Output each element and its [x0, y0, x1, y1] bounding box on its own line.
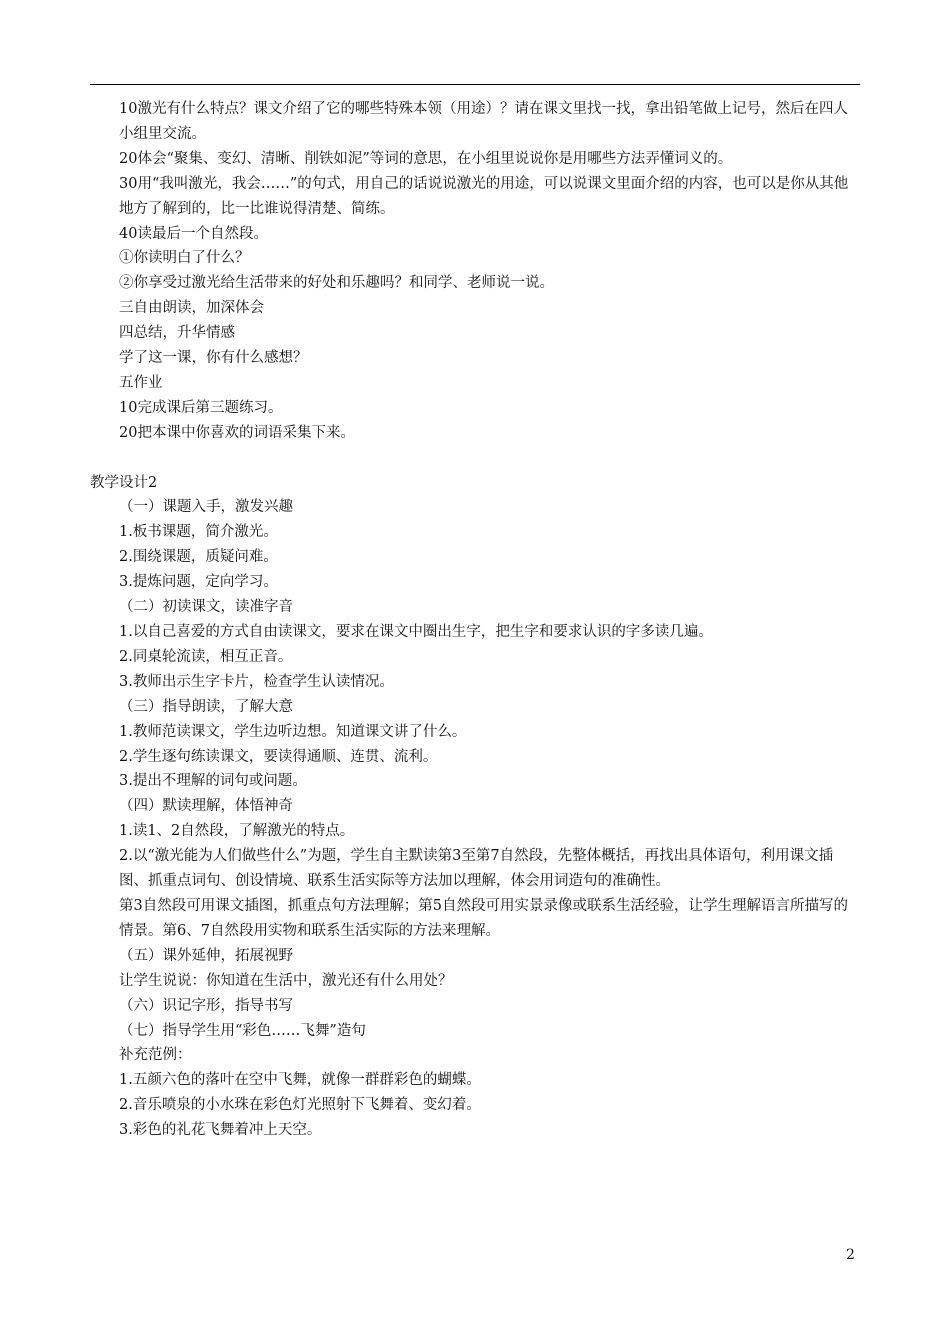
list-item: 1.以自己喜爱的方式自由读课文，要求在课文中圈出生字，把生字和要求认识的字多读几遍。: [119, 624, 713, 641]
paragraph: ②你享受过激光给生活带来的好处和乐趣吗？和同学、老师说一说。: [119, 275, 554, 292]
list-item: 1.板书课题，简介激光。: [119, 524, 278, 541]
paragraph: 第3自然段可用课文插图，抓重点句方法理解；第5自然段可用实景录像或联系生活经验，让学生理解语言所描写的情景。第6、7自然段用实物和联系生活实际的方法来理解。: [119, 897, 848, 939]
section-heading: 五作业: [119, 374, 163, 391]
list-item: 3.提出不理解的词句或问题。: [119, 773, 307, 790]
list-item: 3.彩色的礼花飞舞着冲上天空。: [119, 1122, 322, 1139]
list-item: 2.学生逐句练读课文，要读得通顺、连贯、流利。: [119, 748, 438, 765]
section-heading: （二）初读课文，读准字音: [119, 599, 293, 616]
section-heading: （四）默读理解，体悟神奇: [119, 798, 293, 815]
section-heading: （七）指导学生用“彩色……飞舞”造句: [119, 1022, 366, 1039]
blank-line: [90, 446, 860, 471]
list-item: 3.教师出示生字卡片，检查学生认读情况。: [119, 673, 394, 690]
list-item: 2.同桌轮流读，相互正音。: [119, 648, 293, 665]
list-item: 2.音乐喷泉的小水珠在彩色灯光照射下飞舞着、变幻着。: [119, 1097, 481, 1114]
list-item: 1.五颜六色的落叶在空中飞舞，就像一群群彩色的蝴蝶。: [119, 1072, 481, 1089]
paragraph: ①你读明白了什么？: [119, 250, 250, 267]
paragraph: 20把本课中你喜欢的词语采集下来。: [119, 424, 355, 441]
paragraph: 30用“我叫激光，我会……”的句式，用自己的话说说激光的用途，可以说课文里面介绍的内容，也可以是你从其他地方了解到的，比一比谁说得清楚、简练。: [119, 175, 849, 217]
section-heading: （三）指导朗读，了解大意: [119, 698, 293, 715]
section-heading: 四总结，升华情感: [119, 325, 235, 342]
document-body: [90, 97, 860, 1143]
paragraph: 让学生说说：你知道在生活中，激光还有什么用处？: [119, 972, 453, 989]
list-item: 3.提炼问题，定向学习。: [119, 574, 278, 591]
list-item: 1.读1、2自然段，了解激光的特点。: [119, 823, 355, 840]
page-number: 2: [846, 1247, 855, 1263]
design-title: 教学设计2: [90, 474, 158, 491]
section-heading: （六）识记字形，指导书写: [119, 997, 293, 1014]
section-heading: 三自由朗读，加深体会: [119, 300, 264, 317]
paragraph: 学了这一课，你有什么感想？: [119, 350, 308, 367]
paragraph: 40读最后一个自然段。: [119, 225, 268, 242]
paragraph: 20体会“聚集、变幻、清晰、削铁如泥”等词的意思，在小组里说说你是用哪些方法弄懂词义的。: [119, 150, 733, 167]
list-item: 1.教师范读课文，学生边听边想。知道课文讲了什么。: [119, 723, 467, 740]
list-item: 2.围绕课题，质疑问难。: [119, 549, 278, 566]
section-heading: （五）课外延伸，拓展视野: [119, 947, 293, 964]
paragraph: 补充范例：: [119, 1047, 192, 1064]
header-rule: [90, 84, 860, 85]
section-heading: （一）课题入手，激发兴趣: [119, 499, 293, 516]
paragraph: 10激光有什么特点？课文介绍了它的哪些特殊本领（用途）？请在课文里找一找，拿出铅笔做上记号，然后在四人小组里交流。: [119, 101, 848, 142]
list-item: 2.以“激光能为人们做些什么”为题，学生自主默读第3至第7自然段，先整体概括，再找出具体语句，利用课文插图、抓重点词句、创设情境、联系生活实际等方法加以理解，体会用词造句的准确性。: [119, 848, 834, 890]
paragraph: 10完成课后第三题练习。: [119, 399, 283, 416]
